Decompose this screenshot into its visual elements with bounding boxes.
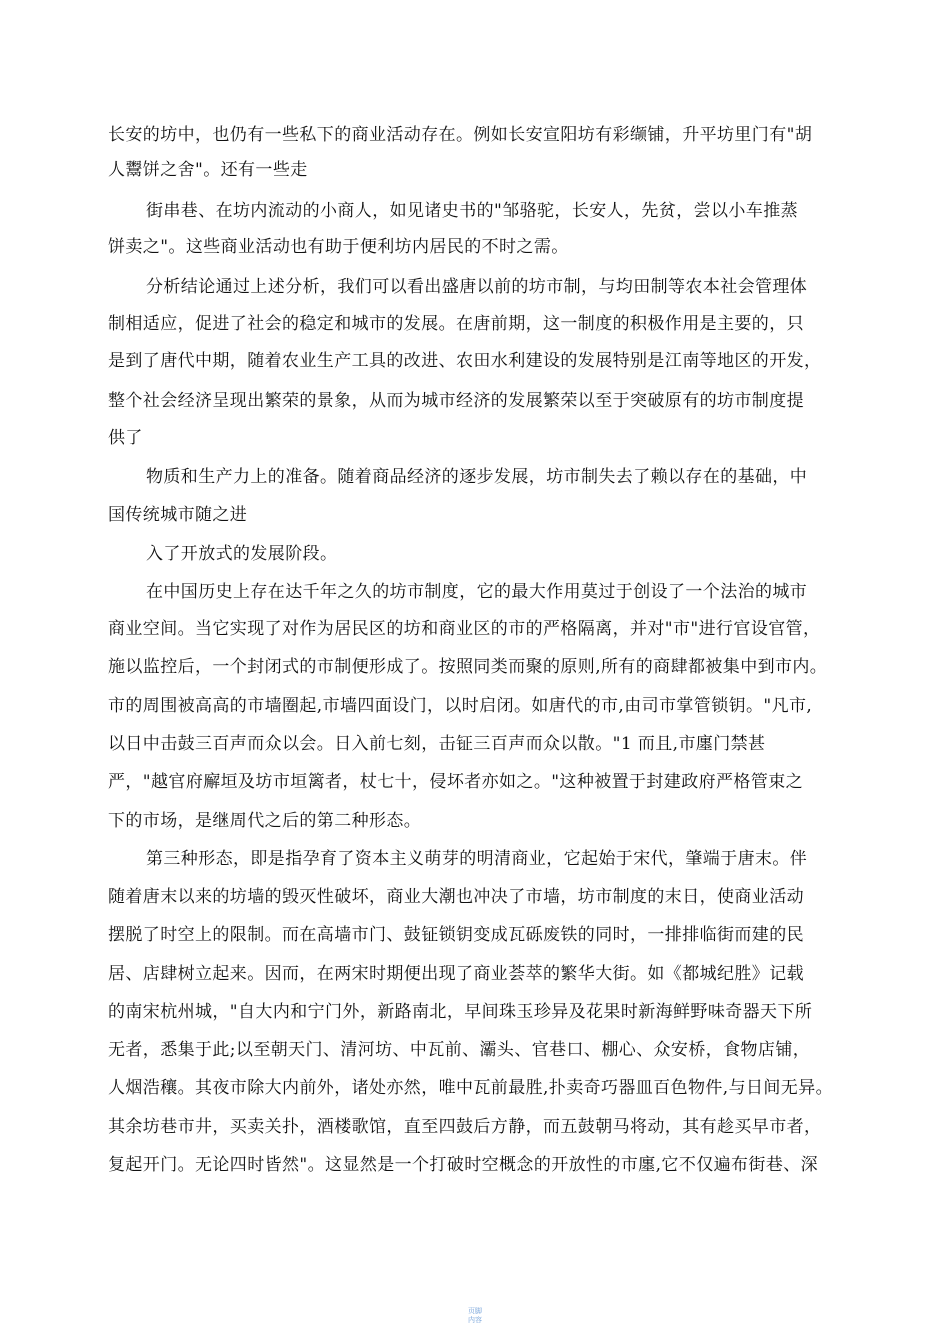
paragraph-line: 施以监控后，一个封闭式的市制便形成了。按照同类而聚的原则,所有的商肆都被集中到市内。	[108, 657, 828, 677]
paragraph-line: 第三种形态，即是指孕育了资本主义萌芽的明清商业，它起始于宋代，肇端于唐末。伴	[146, 849, 808, 869]
paragraph-line: 人鬻饼之舍"。还有一些走	[108, 160, 308, 180]
paragraph-line: 复起开门。无论四时皆然"。这显然是一个打破时空概念的开放性的市廛,它不仅遍布街巷、深	[108, 1155, 819, 1175]
paragraph-line: 居、店肆树立起来。因而，在两宋时期便出现了商业荟萃的繁华大街。如《都城纪胜》记载	[108, 964, 804, 984]
paragraph-line: 制相适应，促进了社会的稳定和城市的发展。在唐前期，这一制度的积极作用是主要的，只	[108, 314, 804, 334]
paragraph-line: 整个社会经济呈现出繁荣的景象，从而为城市经济的发展繁荣以至于突破原有的坊市制度提	[108, 391, 804, 411]
page-footer	[455, 1307, 495, 1325]
paragraph-line: 是到了唐代中期，随着农业生产工具的改进、农田水利建设的发展特别是江南等地区的开发，	[108, 351, 822, 371]
paragraph-line: 的南宋杭州城，"自大内和宁门外，新路南北，早间珠玉珍异及花果时新海鲜野味奇器天下所	[108, 1002, 813, 1022]
paragraph-line: 供了	[108, 428, 143, 448]
paragraph-line: 饼卖之"。这些商业活动也有助于便利坊内居民的不时之需。	[108, 237, 569, 257]
paragraph-line: 以日中击鼓三百声而众以会。日入前七刻，击钲三百声而众以散。"1 而且,市廛门禁甚	[108, 734, 766, 754]
paragraph-line: 国传统城市随之进	[108, 505, 248, 525]
paragraph-line: 分析结论通过上述分析，我们可以看出盛唐以前的坊市制，与均田制等农本社会管理体	[146, 277, 808, 297]
footer-line: 内容	[468, 1316, 482, 1324]
paragraph-line: 无者，悉集于此;以至朝天门、清河坊、中瓦前、灞头、官巷口、棚心、众安桥，食物店铺，	[108, 1040, 811, 1060]
footer-line: 页脚	[468, 1307, 482, 1315]
paragraph-line: 人烟浩穰。其夜市除大内前外，诸处亦然，唯中瓦前最胜,扑卖奇巧器皿百色物件,与日间无异。	[108, 1078, 834, 1098]
paragraph-line: 商业空间。当它实现了对作为居民区的坊和商业区的市的严格隔离，并对"市"进行官设官管，	[108, 619, 821, 639]
paragraph-line: 严，"越官府廨垣及坊市垣篱者，杖七十，侵坏者亦如之。"这种被置于封建政府严格管束之	[108, 772, 804, 792]
paragraph-line: 长安的坊中，也仍有一些私下的商业活动存在。例如长安宣阳坊有彩缬铺，升平坊里门有"胡	[108, 125, 813, 145]
paragraph-line: 摆脱了时空上的限制。而在高墙市门、鼓钲锁钥变成瓦砾废铁的同时，一排排临街而建的民	[108, 925, 804, 945]
paragraph-line: 随着唐末以来的坊墙的毁灭性破坏，商业大潮也冲决了市墙，坊市制度的末日，使商业活动	[108, 887, 804, 907]
paragraph-line: 市的周围被高高的市墙圈起,市墙四面设门，以时启闭。如唐代的市,由司市掌管锁钥。"凡市,	[108, 696, 813, 716]
paragraph-line: 其余坊巷市井，买卖关扑，酒楼歌馆，直至四鼓后方静，而五鼓朝马将动，其有趁买早市者，	[108, 1117, 822, 1137]
paragraph-line: 在中国历史上存在达千年之久的坊市制度，它的最大作用莫过于创设了一个法治的城市	[146, 582, 808, 602]
paragraph-line: 物质和生产力上的准备。随着商品经济的逐步发展，坊市制失去了赖以存在的基础，中	[146, 467, 808, 487]
paragraph-line: 下的市场，是继周代之后的第二种形态。	[108, 811, 422, 831]
paragraph-line: 入了开放式的发展阶段。	[146, 544, 338, 564]
paragraph-line: 街串巷、在坊内流动的小商人，如见诸史书的"邹骆驼，长安人，先贫，尝以小车推蒸	[146, 201, 799, 221]
